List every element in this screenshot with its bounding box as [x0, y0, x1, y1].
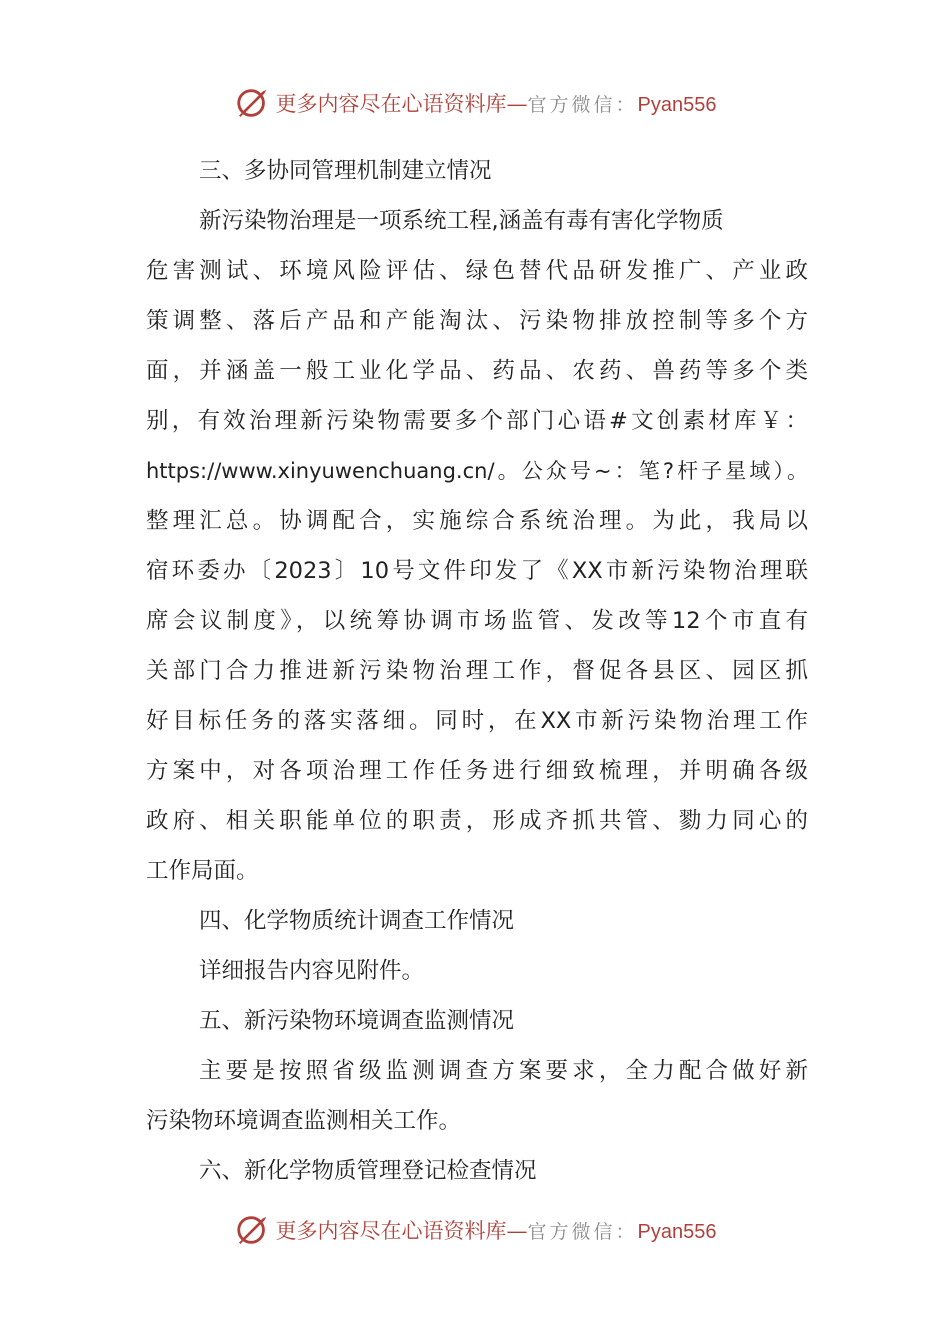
watermark-text — [276, 1215, 717, 1245]
paragraph-line: 详细报告内容见附件。 — [199, 958, 425, 984]
section-6-heading: 六、新化学物质管理登记检查情况 — [199, 1158, 537, 1184]
watermark-official: 官方微信： — [527, 94, 638, 116]
section-3-heading: 三、多协同管理机制建立情况 — [199, 158, 492, 184]
paragraph-line: 别，有效治理新污染物需要多个部门心语#文创素材库￥： — [146, 408, 808, 434]
paragraph-line: 面，并涵盖一般工业化学品、药品、农药、兽药等多个类 — [146, 358, 808, 384]
paragraph-line: 好目标任务的落实落细。同时，在XX市新污染物治理工作 — [146, 708, 808, 734]
paragraph-line: 席会议制度》，以统筹协调市场监管、发改等12个市直有 — [146, 608, 808, 634]
watermark-official: 官方微信： — [527, 1221, 638, 1243]
paragraph-line: https://www.xinyuwenchuang.cn/。公众号~：笔?杆子星域）。 — [146, 459, 808, 483]
section-5-heading: 五、新污染物环境调查监测情况 — [199, 1008, 515, 1034]
watermark-main: 更多内容尽在心语资料库 — [275, 92, 507, 116]
watermark-text — [276, 88, 717, 118]
paragraph-line: 策调整、落后产品和产能淘汰、污染物排放控制等多个方 — [146, 308, 808, 334]
paragraph-line: 整理汇总。协调配合，实施综合系统治理。为此，我局以 — [146, 508, 808, 534]
paragraph-line: 宿环委办〔2023〕10号文件印发了《XX市新污染物治理联 — [146, 558, 808, 584]
paragraph-line: 新污染物治理是一项系统工程,涵盖有毒有害化学物质 — [199, 208, 724, 234]
watermark-main: 更多内容尽在心语资料库 — [275, 1219, 507, 1243]
paragraph-line: 危害测试、环境风险评估、绿色替代品研发推广、产业政 — [146, 258, 808, 284]
paragraph-line: 污染物环境调查监测相关工作。 — [146, 1108, 462, 1134]
paragraph-line: 关部门合力推进新污染物治理工作，督促各县区、园区抓 — [146, 658, 808, 684]
section-4-heading: 四、化学物质统计调查工作情况 — [199, 908, 515, 934]
header-watermark — [0, 83, 950, 123]
pen-logo-icon — [234, 1211, 272, 1249]
watermark-wechat: Pyan556 — [637, 94, 717, 116]
paragraph-line: 政府、相关职能单位的职责，形成齐抓共管、勠力同心的 — [146, 808, 808, 834]
paragraph-line: 工作局面。 — [146, 858, 259, 884]
watermark-dash: — — [506, 1219, 528, 1243]
paragraph-line: 主要是按照省级监测调查方案要求，全力配合做好新 — [199, 1058, 808, 1084]
paragraph-line: 方案中，对各项治理工作任务进行细致梳理，并明确各级 — [146, 758, 808, 784]
footer-watermark — [0, 1210, 950, 1250]
pen-logo-icon — [234, 84, 272, 122]
watermark-dash: — — [506, 92, 528, 116]
document-body — [146, 146, 808, 1196]
watermark-wechat: Pyan556 — [637, 1221, 717, 1243]
